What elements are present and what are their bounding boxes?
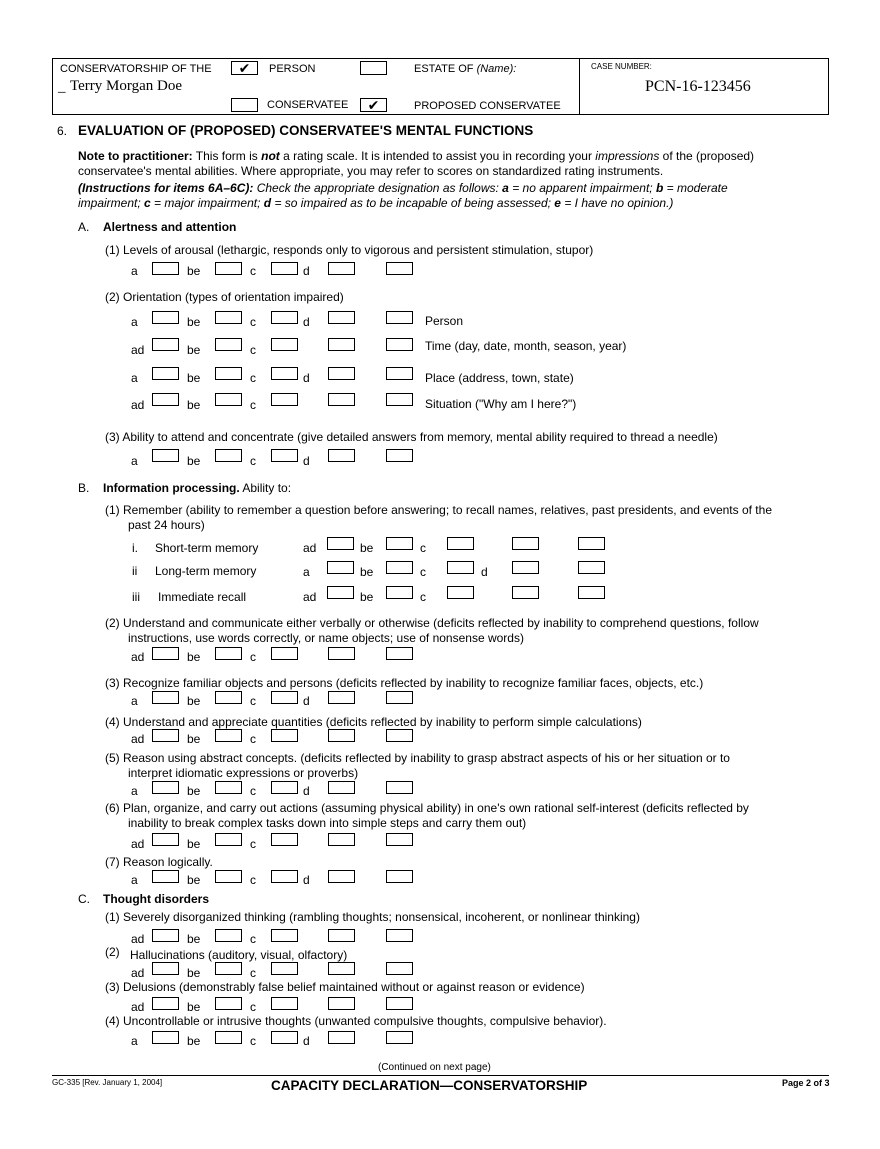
rating-box-e[interactable]	[386, 997, 413, 1010]
note-line-1: Note to practitioner: This form is not a rating scale. It is intended to assist you in recording your impressions of the (proposed)	[78, 149, 755, 163]
rating-box-e[interactable]	[386, 262, 413, 275]
rating-box-d[interactable]	[328, 262, 355, 275]
rating-box-d[interactable]	[328, 449, 355, 462]
b1-text-line-1: (1) Remember (ability to remember a question before answering; to recall names, relatives, past presidents, and events of the	[105, 503, 772, 517]
continued-note: (Continued on next page)	[378, 1062, 491, 1073]
rating-box-d[interactable]	[328, 929, 355, 942]
row-label-be: be	[187, 650, 201, 664]
rating-box-d[interactable]	[328, 338, 355, 351]
rating-box-b[interactable]	[215, 691, 242, 704]
row-label-a: a	[131, 1034, 138, 1048]
rating-box-e[interactable]	[386, 311, 413, 324]
row-label-d: d	[481, 565, 488, 579]
rating-box-e[interactable]	[386, 1031, 413, 1044]
b4-text: (4) Understand and appreciate quantities (deficits reflected by inability to perform simple calculations)	[105, 715, 642, 729]
rating-box-d[interactable]	[328, 962, 355, 975]
row-label-c: c	[420, 590, 426, 604]
rating-box-c[interactable]	[271, 1031, 298, 1044]
row-label-be: be	[187, 694, 201, 708]
b2-text-line-2: instructions, use words correctly, or name objects; use of nonsense words)	[128, 631, 524, 645]
rating-box-c[interactable]	[447, 537, 474, 550]
row-label-c: c	[250, 315, 256, 329]
rating-box-c[interactable]	[271, 781, 298, 794]
row-label-ad: ad	[131, 1000, 145, 1014]
row-label-be: be	[187, 371, 201, 385]
person-checkbox[interactable]: ✔	[231, 61, 258, 75]
memory-item-number: iii	[132, 590, 140, 604]
c1-text: (1) Severely disorganized thinking (rambling thoughts; nonsensical, incoherent, or nonlinear thinking)	[105, 910, 640, 924]
c2-number: (2)	[105, 945, 120, 959]
rating-box-d[interactable]	[328, 1031, 355, 1044]
rating-box-b[interactable]	[215, 311, 242, 324]
row-label-be: be	[360, 541, 374, 555]
row-label-be: be	[187, 1000, 201, 1014]
rating-box-a[interactable]	[152, 781, 179, 794]
rating-box-a[interactable]	[327, 561, 354, 574]
rating-box-e[interactable]	[386, 962, 413, 975]
rating-box-c[interactable]	[271, 729, 298, 742]
row-label-c: c	[250, 732, 256, 746]
estate-checkbox[interactable]	[360, 61, 387, 75]
rating-box-a[interactable]	[327, 537, 354, 550]
b5-text-line-1: (5) Reason using abstract concepts. (deficits reflected by inability to grasp abstract aspects of his or her situation or to	[105, 751, 730, 765]
row-label-a: a	[131, 784, 138, 798]
rating-box-b[interactable]	[215, 962, 242, 975]
c3-text: (3) Delusions (demonstrably false belief maintained without or against reason or evidence)	[105, 980, 585, 994]
row-label-be: be	[187, 932, 201, 946]
orientation-person-label: Person	[425, 314, 464, 328]
section-a-letter: A.	[78, 220, 90, 234]
row-label-be: be	[187, 966, 201, 980]
rating-box-b[interactable]	[215, 393, 242, 406]
b1-text-line-2: past 24 hours)	[128, 518, 205, 532]
rating-box-e[interactable]	[386, 691, 413, 704]
row-label-c: c	[250, 454, 256, 468]
row-label-c: c	[250, 784, 256, 798]
rating-box-a[interactable]	[152, 962, 179, 975]
row-label-ad: ad	[131, 732, 145, 746]
row-label-ad: ad	[303, 590, 317, 604]
long-term-memory-label: Long-term memory	[155, 564, 257, 578]
row-label-a: a	[303, 565, 310, 579]
row-label-be: be	[187, 784, 201, 798]
rating-box-b[interactable]	[215, 781, 242, 794]
rating-box-c[interactable]	[447, 561, 474, 574]
page-number: Page 2 of 3	[782, 1078, 830, 1088]
row-label-d: d	[303, 784, 310, 798]
c2-text: Hallucinations (auditory, visual, olfactory)	[130, 948, 348, 962]
memory-item-number: ii	[132, 564, 138, 578]
b3-text: (3) Recognize familiar objects and persons (deficits reflected by inability to recognize familiar faces, objects, etc.)	[105, 676, 704, 690]
row-label-be: be	[187, 873, 201, 887]
rating-box-b[interactable]	[215, 833, 242, 846]
row-label-c: c	[420, 565, 426, 579]
rating-box-d[interactable]	[328, 367, 355, 380]
row-label-be: be	[360, 565, 374, 579]
rating-box-e[interactable]	[386, 393, 413, 406]
proposed-conservatee-label: PROPOSED CONSERVATEE	[414, 100, 561, 112]
row-label-be: be	[187, 315, 201, 329]
rating-box-b[interactable]	[215, 870, 242, 883]
row-label-a: a	[131, 264, 138, 278]
row-label-ad: ad	[131, 837, 145, 851]
rating-box-e[interactable]	[386, 929, 413, 942]
rating-box-c[interactable]	[271, 997, 298, 1010]
rating-box-b[interactable]	[215, 262, 242, 275]
form-title: CAPACITY DECLARATION—CONSERVATORSHIP	[271, 1078, 588, 1093]
rating-box-a[interactable]	[152, 729, 179, 742]
rating-box-b[interactable]	[386, 537, 413, 550]
row-label-ad: ad	[131, 966, 145, 980]
immediate-recall-label: Immediate recall	[158, 590, 247, 604]
rating-box-a[interactable]	[152, 647, 179, 660]
rating-box-c[interactable]	[271, 262, 298, 275]
rating-box-b[interactable]	[215, 367, 242, 380]
rating-box-c[interactable]	[271, 870, 298, 883]
rating-box-a[interactable]	[152, 393, 179, 406]
row-label-d: d	[303, 371, 310, 385]
conservatee-label: CONSERVATEE	[267, 99, 349, 111]
rating-box-e[interactable]	[386, 870, 413, 883]
row-label-be: be	[187, 343, 201, 357]
short-term-memory-label: Short-term memory	[155, 541, 259, 555]
row-label-d: d	[303, 454, 310, 468]
person-label: PERSON	[269, 63, 316, 75]
row-label-a: a	[131, 694, 138, 708]
rating-box-d[interactable]	[328, 647, 355, 660]
rating-box-b[interactable]	[215, 929, 242, 942]
row-label-c: c	[250, 932, 256, 946]
name-underscore: _	[58, 79, 66, 95]
orientation-situation-label: Situation ("Why am I here?")	[425, 397, 577, 411]
rating-box-c[interactable]	[271, 962, 298, 975]
row-label-ad: ad	[303, 541, 317, 555]
rating-box-b[interactable]	[215, 338, 242, 351]
row-label-c: c	[250, 837, 256, 851]
rating-box-a[interactable]	[152, 1031, 179, 1044]
row-label-a: a	[131, 873, 138, 887]
conservatorship-of-the-label: CONSERVATORSHIP OF THE	[60, 63, 212, 75]
rating-box-e[interactable]	[386, 367, 413, 380]
rating-box-c[interactable]	[271, 647, 298, 660]
rating-box-c[interactable]	[271, 929, 298, 942]
row-label-a: a	[131, 454, 138, 468]
section-b-letter: B.	[78, 481, 90, 495]
instructions-line-2: impairment; c = major impairment; d = so impaired as to be incapable of being assessed; e = I have no opinion.)	[78, 196, 674, 210]
rating-box-c[interactable]	[271, 311, 298, 324]
row-label-a: a	[131, 371, 138, 385]
b6-text-line-2: inability to break complex tasks down into simple steps and carry them out)	[128, 816, 527, 830]
row-label-c: c	[250, 264, 256, 278]
memory-item-number: i.	[132, 541, 138, 555]
rating-box-d[interactable]	[328, 997, 355, 1010]
rating-box-d[interactable]	[328, 729, 355, 742]
b7-text: (7) Reason logically.	[105, 855, 213, 869]
row-label-be: be	[360, 590, 374, 604]
row-label-c: c	[250, 1000, 256, 1014]
note-line-2: conservatee's mental abilities. Where appropriate, you may refer to scores on standardized rating instruments.	[78, 164, 664, 178]
a1-text: (1) Levels of arousal (lethargic, responds only to vigorous and persistent stimulation, stupor)	[105, 243, 594, 257]
rating-box-a[interactable]	[152, 262, 179, 275]
row-label-c: c	[250, 343, 256, 357]
rating-box-b[interactable]	[215, 647, 242, 660]
form-id: GC-335 [Rev. January 1, 2004]	[52, 1078, 163, 1087]
row-label-ad: ad	[131, 343, 145, 357]
row-label-d: d	[303, 1034, 310, 1048]
rating-box-d[interactable]	[328, 781, 355, 794]
row-label-be: be	[187, 264, 201, 278]
row-label-c: c	[250, 398, 256, 412]
rating-box-e[interactable]	[386, 781, 413, 794]
row-label-be: be	[187, 1034, 201, 1048]
rating-box-a[interactable]	[152, 367, 179, 380]
row-label-be: be	[187, 398, 201, 412]
conservatee-checkbox[interactable]	[231, 98, 258, 112]
conservatee-name-field[interactable]: Terry Morgan Doe	[70, 78, 182, 94]
section-title: EVALUATION OF (PROPOSED) CONSERVATEE'S MENTAL FUNCTIONS	[78, 123, 534, 138]
row-label-c: c	[250, 650, 256, 664]
footer-rule	[52, 1075, 829, 1076]
case-number-field[interactable]: PCN-16-123456	[645, 78, 751, 95]
row-label-c: c	[420, 541, 426, 555]
rating-box-c[interactable]	[271, 691, 298, 704]
proposed-conservatee-checkbox[interactable]: ✔	[360, 98, 387, 112]
rating-box-a[interactable]	[152, 997, 179, 1010]
rating-box-c[interactable]	[271, 393, 298, 406]
section-b-title: Information processing. Ability to:	[103, 481, 292, 495]
rating-box-b[interactable]	[215, 1031, 242, 1044]
estate-of-label: ESTATE OF (Name):	[414, 63, 517, 75]
rating-box-b[interactable]	[215, 729, 242, 742]
section-number: 6.	[57, 124, 68, 138]
orientation-time-label: Time (day, date, month, season, year)	[425, 339, 627, 353]
b5-text-line-2: interpret idiomatic expressions or proverbs)	[128, 766, 359, 780]
b2-text-line-1: (2) Understand and communicate either verbally or otherwise (deficits reflected by inability to comprehend questions, follow	[105, 616, 759, 630]
rating-box-e[interactable]	[578, 586, 605, 599]
rating-box-b[interactable]	[215, 997, 242, 1010]
row-label-be: be	[187, 454, 201, 468]
rating-box-b[interactable]	[386, 561, 413, 574]
row-label-ad: ad	[131, 932, 145, 946]
caption-divider	[579, 58, 580, 115]
row-label-c: c	[250, 694, 256, 708]
rating-box-a[interactable]	[152, 929, 179, 942]
row-label-d: d	[303, 873, 310, 887]
rating-box-e[interactable]	[386, 729, 413, 742]
rating-box-e[interactable]	[386, 449, 413, 462]
row-label-ad: ad	[131, 398, 145, 412]
rating-box-e[interactable]	[386, 338, 413, 351]
rating-box-d[interactable]	[328, 833, 355, 846]
rating-box-c[interactable]	[447, 586, 474, 599]
row-label-c: c	[250, 966, 256, 980]
rating-box-b[interactable]	[386, 586, 413, 599]
row-label-c: c	[250, 1034, 256, 1048]
rating-box-e[interactable]	[386, 833, 413, 846]
a2-text: (2) Orientation (types of orientation impaired)	[105, 290, 344, 304]
section-c-letter: C.	[78, 892, 90, 906]
a3-text: (3) Ability to attend and concentrate (give detailed answers from memory, mental ability required to thread a needle)	[105, 430, 718, 444]
rating-box-a[interactable]	[152, 311, 179, 324]
rating-box-c[interactable]	[271, 833, 298, 846]
orientation-place-label: Place (address, town, state)	[425, 371, 574, 385]
rating-box-d[interactable]	[328, 311, 355, 324]
rating-box-d[interactable]	[328, 393, 355, 406]
rating-box-d[interactable]	[512, 561, 539, 574]
rating-box-d[interactable]	[328, 870, 355, 883]
rating-box-a[interactable]	[152, 691, 179, 704]
section-a-title: Alertness and attention	[103, 220, 237, 234]
rating-box-a[interactable]	[152, 338, 179, 351]
row-label-be: be	[187, 837, 201, 851]
rating-box-e[interactable]	[386, 647, 413, 660]
c4-text: (4) Uncontrollable or intrusive thoughts (unwanted compulsive thoughts, compulsive behavior).	[105, 1014, 607, 1028]
rating-box-b[interactable]	[215, 449, 242, 462]
row-label-d: d	[303, 694, 310, 708]
rating-box-e[interactable]	[578, 561, 605, 574]
instructions-line-1: (Instructions for items 6A–6C): Check the appropriate designation as follows: a = no apparent impairment; b = moderate	[78, 181, 728, 195]
row-label-a: a	[131, 315, 138, 329]
b6-text-line-1: (6) Plan, organize, and carry out actions (assuming physical ability) in one's own rational self-interest (deficits reflected by	[105, 801, 749, 815]
section-c-title: Thought disorders	[103, 892, 209, 906]
case-number-label: CASE NUMBER:	[591, 62, 652, 71]
row-label-d: d	[303, 264, 310, 278]
row-label-c: c	[250, 873, 256, 887]
rating-box-c[interactable]	[271, 367, 298, 380]
rating-box-a[interactable]	[327, 586, 354, 599]
rating-box-a[interactable]	[152, 870, 179, 883]
rating-box-a[interactable]	[152, 449, 179, 462]
rating-box-e[interactable]	[578, 537, 605, 550]
row-label-d: d	[303, 315, 310, 329]
rating-box-d[interactable]	[328, 691, 355, 704]
rating-box-d[interactable]	[512, 586, 539, 599]
row-label-ad: ad	[131, 650, 145, 664]
rating-box-a[interactable]	[152, 833, 179, 846]
rating-box-d[interactable]	[512, 537, 539, 550]
row-label-be: be	[187, 732, 201, 746]
rating-box-c[interactable]	[271, 338, 298, 351]
row-label-c: c	[250, 371, 256, 385]
rating-box-c[interactable]	[271, 449, 298, 462]
